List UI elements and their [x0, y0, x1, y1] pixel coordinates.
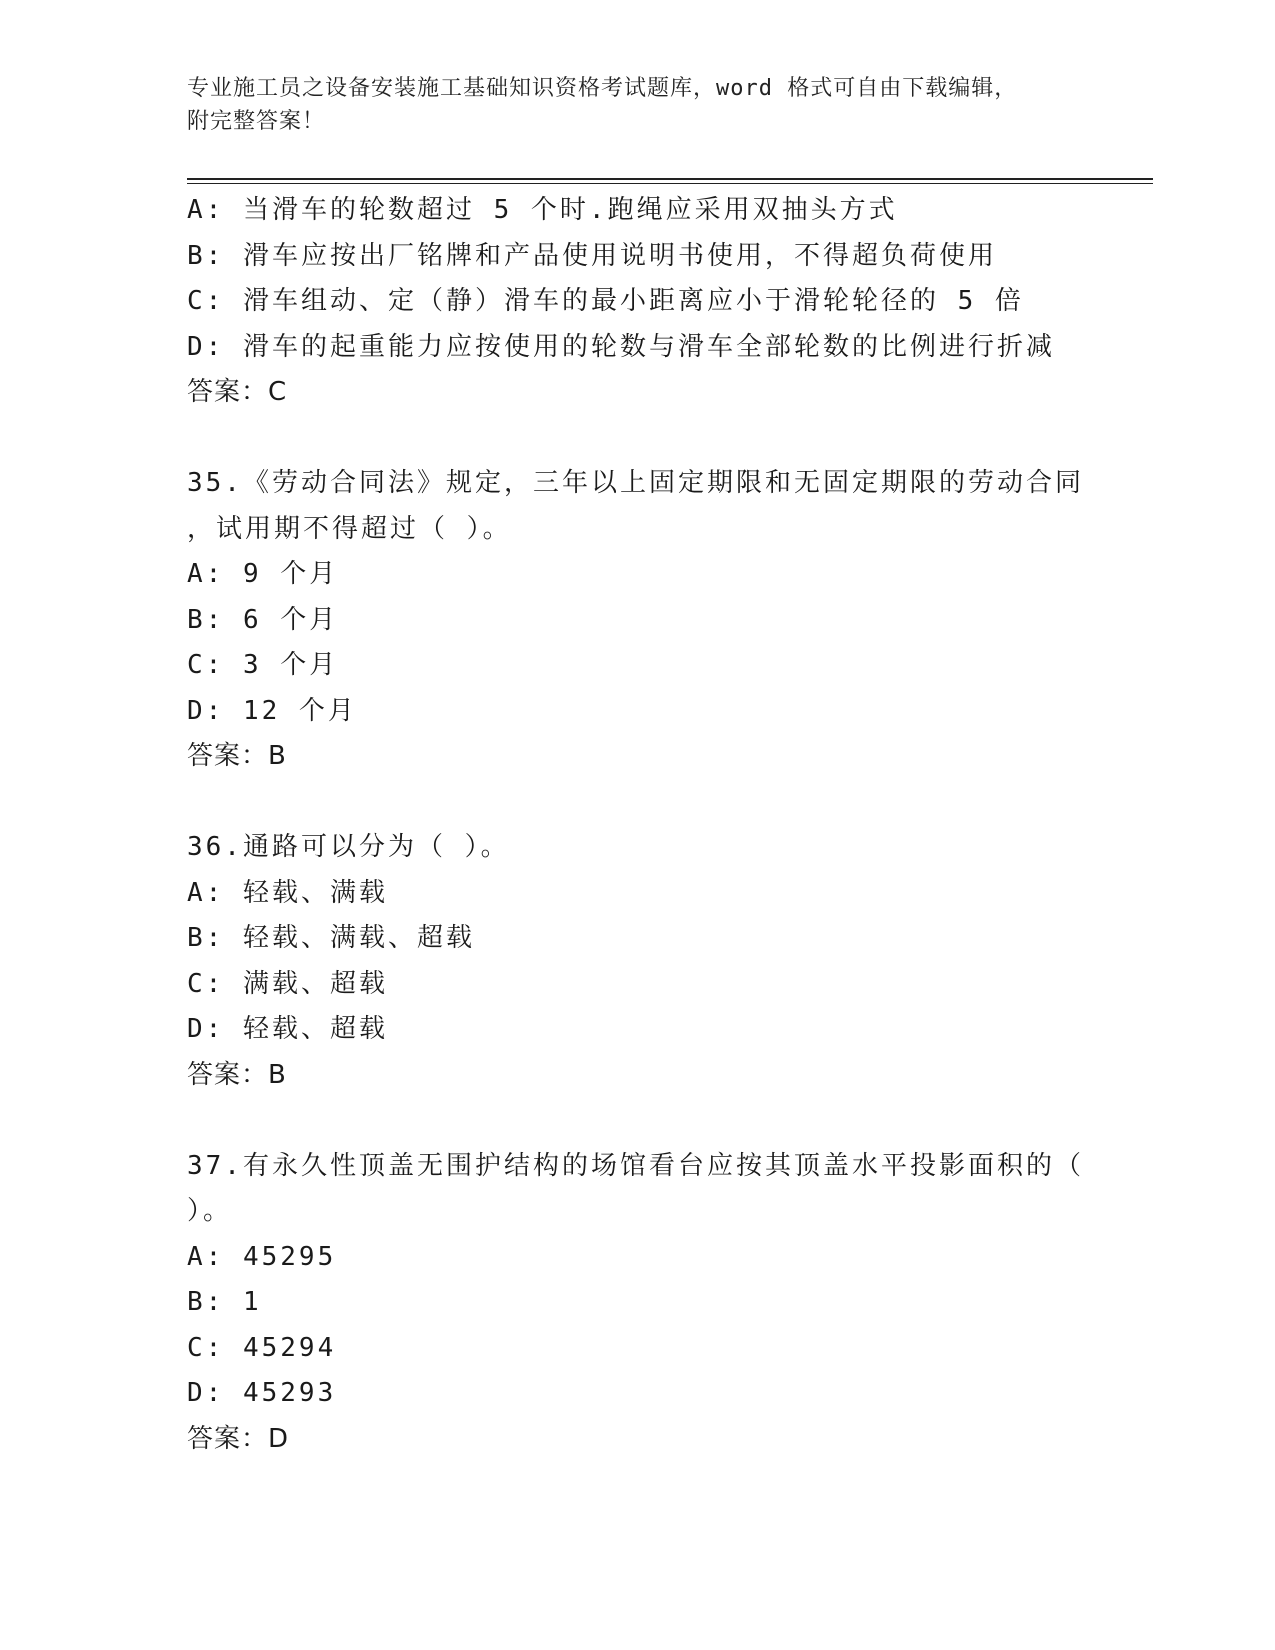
- question-stem-line-1: 37.有永久性顶盖无围护结构的场馆看台应按其顶盖水平投影面积的（: [187, 1150, 1084, 1181]
- question-stem-line-2: ）。: [187, 1196, 233, 1226]
- header-divider-thick: [187, 178, 1153, 180]
- question-37: [187, 1144, 1087, 1463]
- question-spacer: [187, 416, 1087, 462]
- option-b: B: 滑车应按出厂铭牌和产品使用说明书使用，不得超负荷使用: [187, 240, 997, 271]
- question-36: [187, 825, 1087, 1098]
- header-divider-thin: [187, 183, 1153, 184]
- option-b: B: 轻载、满载、超载: [187, 923, 475, 953]
- header-title-line-1: 专业施工员之设备安装施工基础知识资格考试题库，word 格式可自由下载编辑，: [187, 76, 1018, 101]
- question-list: [187, 188, 1087, 1462]
- document-header: [187, 72, 1067, 138]
- option-a: A: 9 个月: [187, 559, 339, 589]
- option-c: C: 45294: [187, 1332, 337, 1363]
- option-a: A: 当滑车的轮数超过 5 个时.跑绳应采用双抽头方式: [187, 195, 898, 225]
- option-d: D: 滑车的起重能力应按使用的轮数与滑车全部轮数的比例进行折减: [187, 331, 1055, 362]
- option-d: D: 轻载、超载: [187, 1014, 388, 1044]
- option-c: C: 满载、超载: [187, 968, 388, 999]
- question-stem-line-1: 35.《劳动合同法》规定，三年以上固定期限和无固定期限的劳动合同: [187, 468, 1084, 498]
- option-b: B: 1: [187, 1287, 262, 1317]
- header-title-line-2: 附完整答案！: [187, 109, 326, 134]
- question-stem-line-2: ，试用期不得超过（ ）。: [187, 513, 512, 544]
- option-d: D: 12 个月: [187, 695, 357, 726]
- answer-line: 答案：D: [187, 1423, 290, 1454]
- option-a: A: 45295: [187, 1241, 337, 1272]
- answer-line: 答案：C: [187, 377, 288, 407]
- question-35: [187, 461, 1087, 780]
- option-c: C: 滑车组动、定（静）滑车的最小距离应小于滑轮轮径的 5 倍: [187, 286, 1024, 316]
- option-a: A: 轻载、满载: [187, 877, 388, 908]
- option-d: D: 45293: [187, 1378, 337, 1408]
- question-spacer: [187, 780, 1087, 826]
- option-b: B: 6 个月: [187, 604, 339, 635]
- question-stem-line-1: 36.通路可以分为（ ）。: [187, 832, 510, 862]
- answer-line: 答案：B: [187, 741, 287, 771]
- answer-line: 答案：B: [187, 1059, 287, 1090]
- question-spacer: [187, 1098, 1087, 1144]
- option-c: C: 3 个月: [187, 650, 339, 680]
- question-34: [187, 188, 1087, 416]
